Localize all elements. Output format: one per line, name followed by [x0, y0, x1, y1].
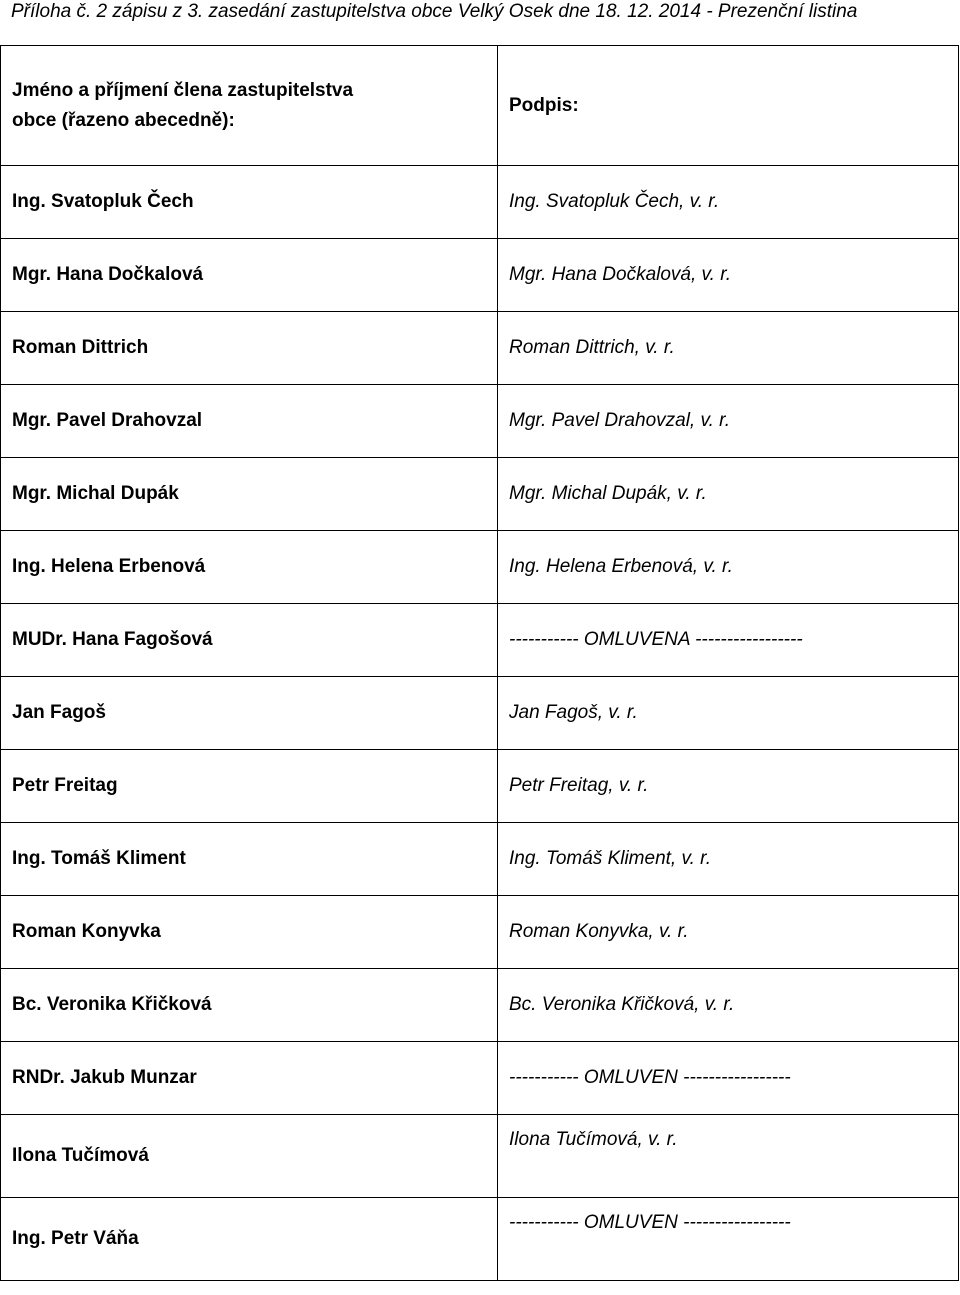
table-row: [1, 1042, 959, 1115]
table-row: [1, 677, 959, 750]
member-name: Roman Konyvka: [1, 896, 498, 969]
member-name: Ing. Helena Erbenová: [1, 531, 498, 604]
member-signature: Ing. Svatopluk Čech, v. r.: [498, 166, 959, 239]
member-signature: Petr Freitag, v. r.: [498, 750, 959, 823]
member-name: Jan Fagoš: [1, 677, 498, 750]
member-name: Mgr. Pavel Drahovzal: [1, 385, 498, 458]
member-name: Petr Freitag: [1, 750, 498, 823]
member-signature: Mgr. Michal Dupák, v. r.: [498, 458, 959, 531]
member-name: Mgr. Michal Dupák: [1, 458, 498, 531]
member-name: MUDr. Hana Fagošová: [1, 604, 498, 677]
member-signature: ----------- OMLUVEN -----------------: [498, 1198, 959, 1281]
member-signature: Ing. Helena Erbenová, v. r.: [498, 531, 959, 604]
table-row: [1, 385, 959, 458]
member-name: Ing. Tomáš Kliment: [1, 823, 498, 896]
name-column-header-line1: Jméno a příjmení člena zastupitelstva: [12, 79, 354, 101]
member-name: Mgr. Hana Dočkalová: [1, 239, 498, 312]
member-signature: ----------- OMLUVEN -----------------: [498, 1042, 959, 1115]
member-name: Ilona Tučímová: [1, 1115, 498, 1198]
table-row: [1, 458, 959, 531]
member-signature: Ing. Tomáš Kliment, v. r.: [498, 823, 959, 896]
attendance-table: [0, 45, 959, 1281]
table-row: [1, 750, 959, 823]
table-row: [1, 312, 959, 385]
table-row: [1, 604, 959, 677]
member-signature: Roman Dittrich, v. r.: [498, 312, 959, 385]
table-row: [1, 531, 959, 604]
table-row: [1, 823, 959, 896]
name-column-header: [1, 46, 498, 166]
table-row: [1, 969, 959, 1042]
member-signature: ----------- OMLUVENA -----------------: [498, 604, 959, 677]
table-row: [1, 1115, 959, 1198]
table-row: [1, 166, 959, 239]
member-name: Bc. Veronika Křičková: [1, 969, 498, 1042]
document-title: Příloha č. 2 zápisu z 3. zasedání zastupitelstva obce Velký Osek dne 18. 12. 2014 - Prezenční listina: [11, 1, 858, 22]
member-name: RNDr. Jakub Munzar: [1, 1042, 498, 1115]
member-signature: Ilona Tučímová, v. r.: [498, 1115, 959, 1198]
member-name: Roman Dittrich: [1, 312, 498, 385]
member-signature: Mgr. Pavel Drahovzal, v. r.: [498, 385, 959, 458]
member-name: Ing. Petr Váňa: [1, 1198, 498, 1281]
signature-column-header: Podpis:: [498, 46, 959, 166]
member-signature: Roman Konyvka, v. r.: [498, 896, 959, 969]
table-row: [1, 1198, 959, 1281]
table-row: [1, 896, 959, 969]
name-column-header-line2: obce (řazeno abecedně):: [12, 109, 235, 131]
member-signature: Bc. Veronika Křičková, v. r.: [498, 969, 959, 1042]
table-header-row: [1, 46, 959, 166]
table-row: [1, 239, 959, 312]
member-signature: Jan Fagoš, v. r.: [498, 677, 959, 750]
member-name: Ing. Svatopluk Čech: [1, 166, 498, 239]
member-signature: Mgr. Hana Dočkalová, v. r.: [498, 239, 959, 312]
